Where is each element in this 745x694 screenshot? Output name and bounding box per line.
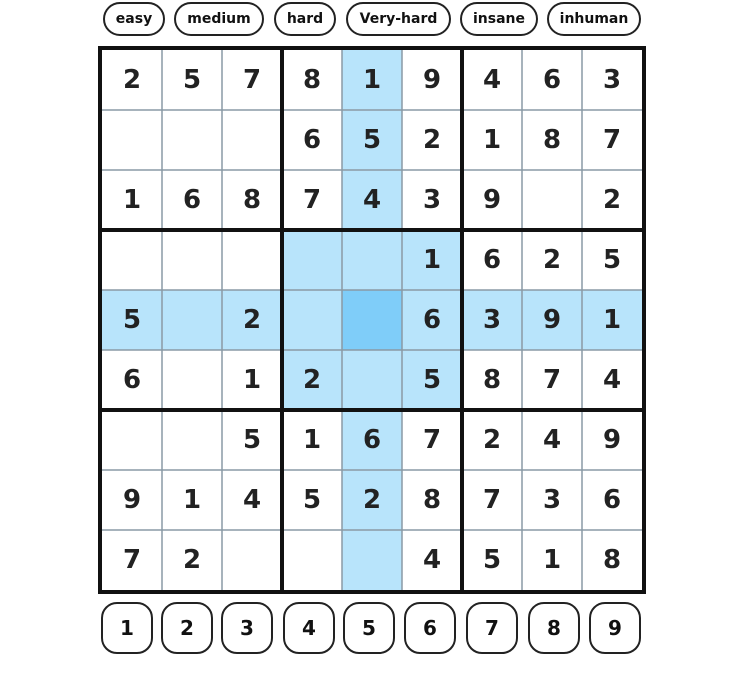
cell-r1-c2[interactable]: 5 [182, 65, 202, 95]
cell-r9-c6[interactable]: 4 [422, 545, 442, 575]
cell-r7-c4[interactable]: 1 [302, 425, 322, 455]
cell-r8-c7[interactable]: 7 [482, 485, 502, 515]
cell-r7-c9[interactable]: 9 [602, 425, 622, 455]
cell-r5-c5[interactable] [342, 290, 402, 350]
cell-r3-c4[interactable]: 7 [302, 185, 322, 215]
cell-r6-c8[interactable]: 7 [542, 365, 562, 395]
cell-r8-c1[interactable]: 9 [122, 485, 142, 515]
cell-r5-c7[interactable]: 3 [462, 290, 522, 350]
cell-r7-c3[interactable]: 5 [242, 425, 262, 455]
cell-r4-c4[interactable] [282, 230, 342, 290]
number-pad-3-button[interactable]: 3 [221, 602, 273, 654]
cell-r5-c6[interactable]: 6 [402, 290, 462, 350]
cell-r6-c7[interactable]: 8 [482, 365, 502, 395]
cell-r2-c1[interactable] [102, 110, 162, 170]
number-pad-9-button[interactable]: 9 [589, 602, 641, 654]
cell-r9-c7[interactable]: 5 [482, 545, 502, 575]
cell-r7-c8[interactable]: 4 [542, 425, 562, 455]
difficulty-inhuman-button[interactable]: inhuman [547, 2, 641, 36]
cell-r9-c5[interactable] [342, 530, 402, 590]
cell-r8-c8[interactable]: 3 [542, 485, 562, 515]
number-pad [0, 602, 745, 654]
cell-r1-c9[interactable]: 3 [602, 65, 622, 95]
cell-r3-c7[interactable]: 9 [482, 185, 502, 215]
cell-r2-c7[interactable]: 1 [482, 125, 502, 155]
cell-r7-c5[interactable]: 6 [342, 410, 402, 470]
difficulty-very-hard-button[interactable]: Very-hard [346, 2, 451, 36]
cell-r6-c3[interactable]: 1 [242, 365, 262, 395]
cell-r4-c3[interactable] [222, 230, 282, 290]
cell-r8-c3[interactable]: 4 [242, 485, 262, 515]
cell-r3-c5[interactable]: 4 [342, 170, 402, 230]
cell-r6-c2[interactable] [162, 350, 222, 410]
cell-r9-c2[interactable]: 2 [182, 545, 202, 575]
number-pad-2-button[interactable]: 2 [161, 602, 213, 654]
cell-r5-c8[interactable]: 9 [522, 290, 582, 350]
cell-r1-c4[interactable]: 8 [302, 65, 322, 95]
cell-r6-c5[interactable] [342, 350, 402, 410]
number-pad-4-button[interactable]: 4 [283, 602, 335, 654]
cell-r2-c2[interactable] [162, 110, 222, 170]
number-pad-7-button[interactable]: 7 [466, 602, 518, 654]
cell-r3-c9[interactable]: 2 [602, 185, 622, 215]
cell-r6-c4[interactable]: 2 [282, 350, 342, 410]
cell-r3-c8[interactable] [522, 170, 582, 230]
difficulty-bar [0, 2, 745, 38]
cell-r7-c6[interactable]: 7 [422, 425, 442, 455]
difficulty-insane-button[interactable]: insane [460, 2, 538, 36]
cell-r6-c9[interactable]: 4 [602, 365, 622, 395]
cell-r5-c4[interactable] [282, 290, 342, 350]
cell-r2-c3[interactable] [222, 110, 282, 170]
cell-r3-c2[interactable]: 6 [182, 185, 202, 215]
cell-r9-c8[interactable]: 1 [542, 545, 562, 575]
cell-r2-c8[interactable]: 8 [542, 125, 562, 155]
cell-r8-c2[interactable]: 1 [182, 485, 202, 515]
cell-r8-c9[interactable]: 6 [602, 485, 622, 515]
cell-r9-c1[interactable]: 7 [122, 545, 142, 575]
cell-r5-c1[interactable]: 5 [102, 290, 162, 350]
cell-r5-c2[interactable] [162, 290, 222, 350]
cell-r5-c3[interactable]: 2 [222, 290, 282, 350]
cell-r2-c5[interactable]: 5 [342, 110, 402, 170]
cell-r3-c6[interactable]: 3 [422, 185, 442, 215]
cell-r7-c2[interactable] [162, 410, 222, 470]
cell-r9-c4[interactable] [282, 530, 342, 590]
number-pad-5-button[interactable]: 5 [343, 602, 395, 654]
cell-r1-c1[interactable]: 2 [122, 65, 142, 95]
cell-r5-c9[interactable]: 1 [582, 290, 642, 350]
number-pad-8-button[interactable]: 8 [528, 602, 580, 654]
cell-r3-c3[interactable]: 8 [242, 185, 262, 215]
cell-r1-c3[interactable]: 7 [242, 65, 262, 95]
cell-r8-c4[interactable]: 5 [302, 485, 322, 515]
difficulty-hard-button[interactable]: hard [274, 2, 336, 36]
number-pad-6-button[interactable]: 6 [404, 602, 456, 654]
difficulty-easy-button[interactable]: easy [103, 2, 165, 36]
cell-r1-c5[interactable]: 1 [342, 50, 402, 110]
cell-r4-c2[interactable] [162, 230, 222, 290]
cell-r2-c9[interactable]: 7 [602, 125, 622, 155]
cell-r6-c6[interactable]: 5 [402, 350, 462, 410]
cell-r7-c1[interactable] [102, 410, 162, 470]
cell-r8-c5[interactable]: 2 [342, 470, 402, 530]
difficulty-medium-button[interactable]: medium [174, 2, 264, 36]
cell-r4-c7[interactable]: 6 [482, 245, 502, 275]
cell-r2-c6[interactable]: 2 [422, 125, 442, 155]
cell-r4-c5[interactable] [342, 230, 402, 290]
sudoku-grid [102, 50, 642, 590]
cell-r9-c9[interactable]: 8 [602, 545, 622, 575]
number-pad-1-button[interactable]: 1 [101, 602, 153, 654]
cell-r1-c7[interactable]: 4 [482, 65, 502, 95]
cell-r1-c6[interactable]: 9 [422, 65, 442, 95]
cell-r7-c7[interactable]: 2 [482, 425, 502, 455]
cell-r9-c3[interactable] [222, 530, 282, 590]
cell-r4-c8[interactable]: 2 [542, 245, 562, 275]
cell-r4-c1[interactable] [102, 230, 162, 290]
cell-r2-c4[interactable]: 6 [302, 125, 322, 155]
cell-r8-c6[interactable]: 8 [422, 485, 442, 515]
cell-r3-c1[interactable]: 1 [122, 185, 142, 215]
cell-r4-c9[interactable]: 5 [602, 245, 622, 275]
cell-r4-c6[interactable]: 1 [402, 230, 462, 290]
sudoku-board [98, 46, 646, 594]
cell-r6-c1[interactable]: 6 [122, 365, 142, 395]
cell-r1-c8[interactable]: 6 [542, 65, 562, 95]
